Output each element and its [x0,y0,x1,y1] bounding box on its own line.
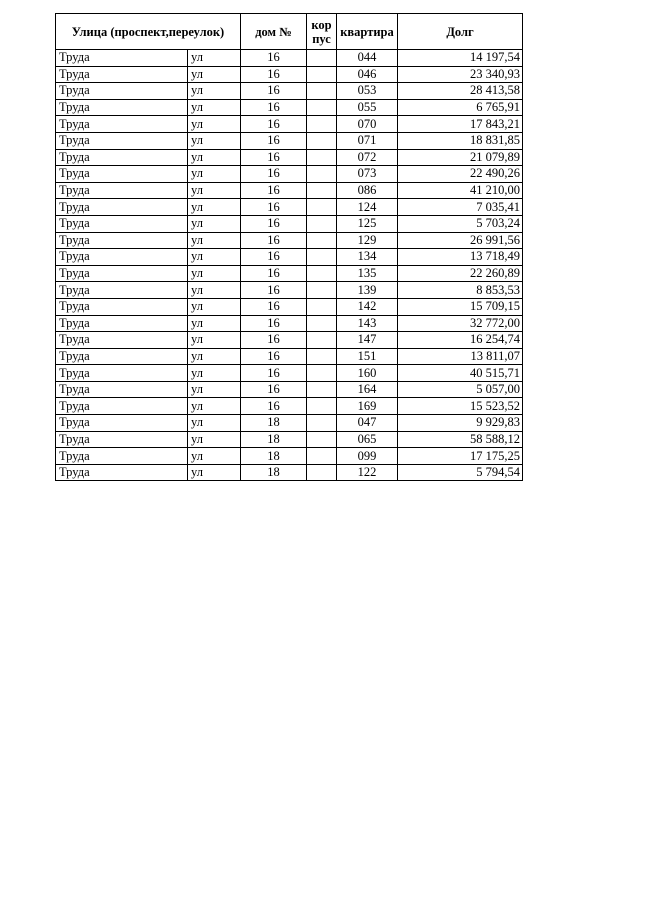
cell-debt: 40 515,71 [398,365,523,382]
table-row [56,464,523,481]
cell-flat: 135 [337,265,398,282]
cell-korpus [307,66,337,83]
cell-flat: 070 [337,116,398,133]
cell-street: Труда [56,166,188,183]
cell-korpus [307,464,337,481]
cell-flat: 086 [337,182,398,199]
table-row [56,381,523,398]
table-row [56,132,523,149]
cell-korpus [307,99,337,116]
cell-street: Труда [56,215,188,232]
cell-flat: 139 [337,282,398,299]
table-row [56,166,523,183]
cell-street: Труда [56,431,188,448]
header-street: Улица (проспект,переулок) [56,14,241,50]
cell-street: Труда [56,348,188,365]
cell-debt: 5 794,54 [398,464,523,481]
cell-street: Труда [56,282,188,299]
cell-house: 16 [241,282,307,299]
cell-street-type: ул [188,348,241,365]
cell-street-type: ул [188,265,241,282]
cell-korpus [307,398,337,415]
cell-debt: 16 254,74 [398,332,523,349]
cell-street: Труда [56,415,188,432]
table-row [56,99,523,116]
cell-street-type: ул [188,249,241,266]
cell-korpus [307,298,337,315]
table-row [56,50,523,67]
cell-house: 16 [241,215,307,232]
cell-street-type: ул [188,116,241,133]
cell-street-type: ул [188,66,241,83]
cell-flat: 044 [337,50,398,67]
cell-street-type: ул [188,431,241,448]
cell-flat: 129 [337,232,398,249]
cell-street: Труда [56,83,188,100]
table-row [56,232,523,249]
cell-korpus [307,116,337,133]
cell-house: 16 [241,315,307,332]
cell-house: 16 [241,83,307,100]
cell-flat: 142 [337,298,398,315]
cell-street: Труда [56,182,188,199]
cell-korpus [307,149,337,166]
table-row [56,431,523,448]
cell-street: Труда [56,464,188,481]
cell-house: 16 [241,332,307,349]
cell-debt: 17 843,21 [398,116,523,133]
cell-street: Труда [56,448,188,465]
cell-house: 16 [241,298,307,315]
cell-house: 16 [241,182,307,199]
cell-debt: 22 260,89 [398,265,523,282]
table-row [56,182,523,199]
cell-debt: 41 210,00 [398,182,523,199]
cell-debt: 58 588,12 [398,431,523,448]
cell-street: Труда [56,99,188,116]
cell-street-type: ул [188,149,241,166]
cell-street-type: ул [188,166,241,183]
cell-house: 16 [241,99,307,116]
cell-debt: 6 765,91 [398,99,523,116]
cell-street-type: ул [188,332,241,349]
cell-debt: 28 413,58 [398,83,523,100]
cell-flat: 169 [337,398,398,415]
cell-korpus [307,50,337,67]
cell-street-type: ул [188,132,241,149]
table-row [56,448,523,465]
cell-street-type: ул [188,99,241,116]
cell-street: Труда [56,116,188,133]
cell-street: Труда [56,265,188,282]
cell-debt: 13 811,07 [398,348,523,365]
cell-house: 16 [241,232,307,249]
table-row [56,215,523,232]
cell-debt: 5 703,24 [398,215,523,232]
cell-korpus [307,431,337,448]
cell-korpus [307,415,337,432]
cell-flat: 143 [337,315,398,332]
cell-street-type: ул [188,464,241,481]
cell-korpus [307,249,337,266]
cell-house: 16 [241,398,307,415]
cell-flat: 125 [337,215,398,232]
cell-street-type: ул [188,415,241,432]
cell-korpus [307,166,337,183]
cell-street: Труда [56,50,188,67]
cell-korpus [307,83,337,100]
table-row [56,83,523,100]
cell-flat: 134 [337,249,398,266]
cell-house: 16 [241,149,307,166]
header-korpus: кор пус [307,14,337,50]
cell-house: 18 [241,415,307,432]
cell-korpus [307,348,337,365]
cell-house: 16 [241,348,307,365]
cell-street: Труда [56,66,188,83]
cell-house: 16 [241,132,307,149]
cell-street-type: ул [188,315,241,332]
cell-flat: 073 [337,166,398,183]
cell-house: 16 [241,365,307,382]
cell-street: Труда [56,249,188,266]
cell-house: 18 [241,448,307,465]
cell-house: 16 [241,50,307,67]
cell-street-type: ул [188,298,241,315]
cell-street: Труда [56,298,188,315]
table-row [56,199,523,216]
cell-debt: 7 035,41 [398,199,523,216]
cell-street: Труда [56,381,188,398]
cell-korpus [307,132,337,149]
table-row [56,149,523,166]
cell-flat: 124 [337,199,398,216]
cell-flat: 047 [337,415,398,432]
cell-house: 16 [241,116,307,133]
cell-house: 16 [241,199,307,216]
cell-debt: 5 057,00 [398,381,523,398]
cell-street-type: ул [188,50,241,67]
table-row [56,315,523,332]
cell-street-type: ул [188,398,241,415]
cell-house: 16 [241,265,307,282]
header-debt: Долг [398,14,523,50]
cell-flat: 151 [337,348,398,365]
cell-debt: 23 340,93 [398,66,523,83]
cell-korpus [307,365,337,382]
cell-flat: 160 [337,365,398,382]
cell-debt: 18 831,85 [398,132,523,149]
cell-korpus [307,381,337,398]
cell-street-type: ул [188,365,241,382]
cell-street: Труда [56,132,188,149]
cell-house: 16 [241,166,307,183]
cell-flat: 164 [337,381,398,398]
table-row [56,66,523,83]
cell-debt: 22 490,26 [398,166,523,183]
cell-flat: 072 [337,149,398,166]
table-body [56,50,523,481]
table-row [56,348,523,365]
cell-debt: 15 709,15 [398,298,523,315]
cell-house: 16 [241,249,307,266]
cell-korpus [307,282,337,299]
cell-flat: 122 [337,464,398,481]
cell-street: Труда [56,149,188,166]
table-row [56,265,523,282]
cell-street: Труда [56,199,188,216]
cell-street-type: ул [188,182,241,199]
table-row [56,249,523,266]
cell-street-type: ул [188,232,241,249]
cell-street-type: ул [188,215,241,232]
cell-debt: 21 079,89 [398,149,523,166]
cell-street-type: ул [188,83,241,100]
cell-flat: 065 [337,431,398,448]
cell-korpus [307,332,337,349]
cell-flat: 046 [337,66,398,83]
cell-flat: 147 [337,332,398,349]
cell-house: 18 [241,464,307,481]
table-row [56,116,523,133]
table-header-row [56,14,523,50]
cell-debt: 8 853,53 [398,282,523,299]
cell-korpus [307,232,337,249]
cell-street: Труда [56,315,188,332]
cell-house: 18 [241,431,307,448]
cell-street-type: ул [188,199,241,216]
cell-korpus [307,448,337,465]
table-row [56,415,523,432]
cell-debt: 14 197,54 [398,50,523,67]
cell-debt: 13 718,49 [398,249,523,266]
cell-flat: 055 [337,99,398,116]
cell-korpus [307,215,337,232]
cell-korpus [307,199,337,216]
cell-debt: 17 175,25 [398,448,523,465]
cell-flat: 053 [337,83,398,100]
table-row [56,298,523,315]
cell-flat: 099 [337,448,398,465]
cell-street: Труда [56,332,188,349]
table-row [56,332,523,349]
header-flat: квартира [337,14,398,50]
cell-street: Труда [56,365,188,382]
cell-street: Труда [56,398,188,415]
cell-korpus [307,182,337,199]
cell-korpus [307,265,337,282]
cell-debt: 9 929,83 [398,415,523,432]
cell-debt: 15 523,52 [398,398,523,415]
table-row [56,282,523,299]
cell-house: 16 [241,381,307,398]
table-row [56,398,523,415]
cell-debt: 26 991,56 [398,232,523,249]
cell-street: Труда [56,232,188,249]
cell-street-type: ул [188,381,241,398]
header-house: дом № [241,14,307,50]
cell-house: 16 [241,66,307,83]
cell-debt: 32 772,00 [398,315,523,332]
debt-table [55,13,523,481]
table-row [56,365,523,382]
cell-street-type: ул [188,282,241,299]
cell-street-type: ул [188,448,241,465]
cell-korpus [307,315,337,332]
cell-flat: 071 [337,132,398,149]
